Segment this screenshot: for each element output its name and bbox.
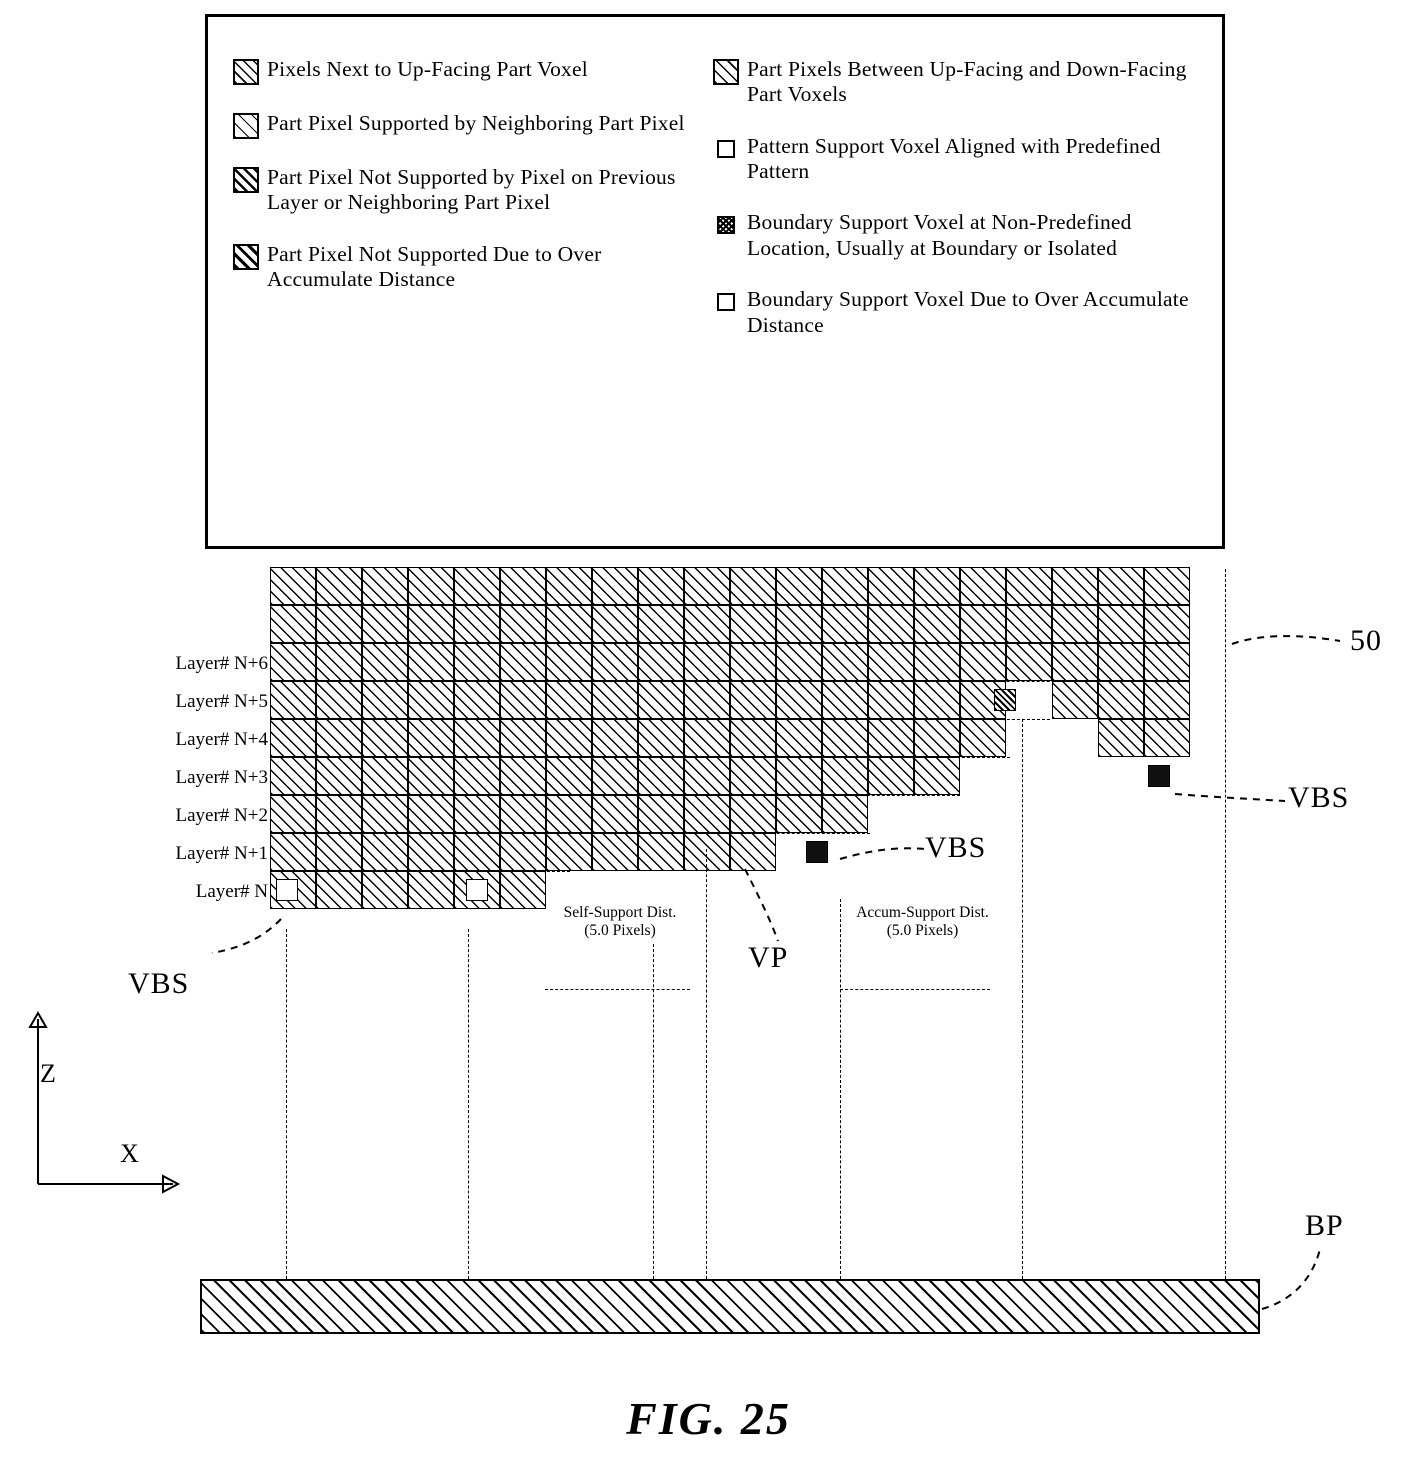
hatch-swatch-icon [233, 59, 259, 85]
axis-indicator [8, 999, 188, 1199]
axis-label-z: Z [40, 1059, 56, 1088]
layer-label: Layer# N+5 [175, 690, 268, 712]
leader-vbs-left [212, 919, 281, 953]
leader-vp [745, 869, 778, 941]
legend-item-label: Part Pixel Not Supported Due to Over Accumulate Distance [267, 241, 602, 292]
legend-item-label: Pattern Support Voxel Aligned with Predefined Pattern [747, 133, 1161, 184]
reference-numeral: 50 [1350, 624, 1382, 657]
legend-item-label: Pixels Next to Up-Facing Part Voxel [267, 57, 588, 81]
dimension-label: Self-Support Dist. [563, 904, 677, 921]
legend-item [713, 134, 1208, 185]
layer-label: Layer# N+2 [175, 804, 268, 826]
legend-item [713, 57, 1208, 108]
dense-square-icon [717, 216, 735, 234]
legend-item [233, 165, 703, 216]
layer-label: Layer# N+3 [175, 766, 268, 788]
figure-body [0, 549, 1417, 1476]
empty-square-icon [717, 293, 735, 311]
leader-bp [1262, 1249, 1320, 1309]
legend-item-label: Boundary Support Voxel at Non-Predefined Location, Usually at Boundary or Isolated [747, 210, 1132, 260]
hatch-swatch-icon [233, 113, 259, 139]
legend-item [713, 210, 1208, 261]
layer-label: Layer# N+1 [175, 842, 268, 864]
legend-item-label: Boundary Support Voxel Due to Over Accumulate Distance [747, 287, 1189, 337]
axis-label-x: X [120, 1139, 139, 1168]
leader-lines [0, 549, 1417, 1476]
legend-column-right [713, 57, 1208, 364]
hatch-swatch-icon [713, 59, 739, 85]
leader-vbs-mid [840, 848, 925, 859]
legend-item-label: Part Pixel Supported by Neighboring Part Pixel [267, 111, 685, 135]
bp-label: BP [1305, 1209, 1344, 1242]
dimension-label: Accum-Support Dist. [856, 904, 989, 921]
legend-item-label: Part Pixels Between Up-Facing and Down-Facing Part Voxels [747, 57, 1187, 107]
legend-column-left [233, 57, 703, 318]
vbs-label-right: VBS [1288, 781, 1350, 814]
legend-item-label: Part Pixel Not Supported by Pixel on Previous Layer or Neighboring Part Pixel [267, 165, 676, 215]
dimension-value: (5.0 Pixels) [886, 921, 959, 939]
leader-ref-50 [1232, 636, 1340, 644]
legend-box [205, 14, 1225, 549]
dimension-value: (5.0 Pixels) [584, 921, 656, 939]
layer-label: Layer# N+4 [175, 728, 268, 750]
legend-item [713, 287, 1208, 338]
vbs-label-left: VBS [128, 967, 190, 1000]
legend-item [233, 111, 703, 139]
leader-vbs-right [1175, 794, 1285, 801]
hatch-swatch-icon [233, 167, 259, 193]
layer-label: Layer# N+6 [175, 652, 268, 674]
build-plate [200, 1279, 1260, 1334]
figure-caption: FIG. 25 [626, 1393, 791, 1444]
vbs-label-mid: VBS [925, 831, 987, 864]
legend-item [233, 242, 703, 293]
empty-square-icon [717, 140, 735, 158]
vp-label: VP [748, 941, 789, 974]
layer-label: Layer# N [195, 880, 268, 902]
hatch-swatch-icon [233, 244, 259, 270]
legend-item [233, 57, 703, 85]
